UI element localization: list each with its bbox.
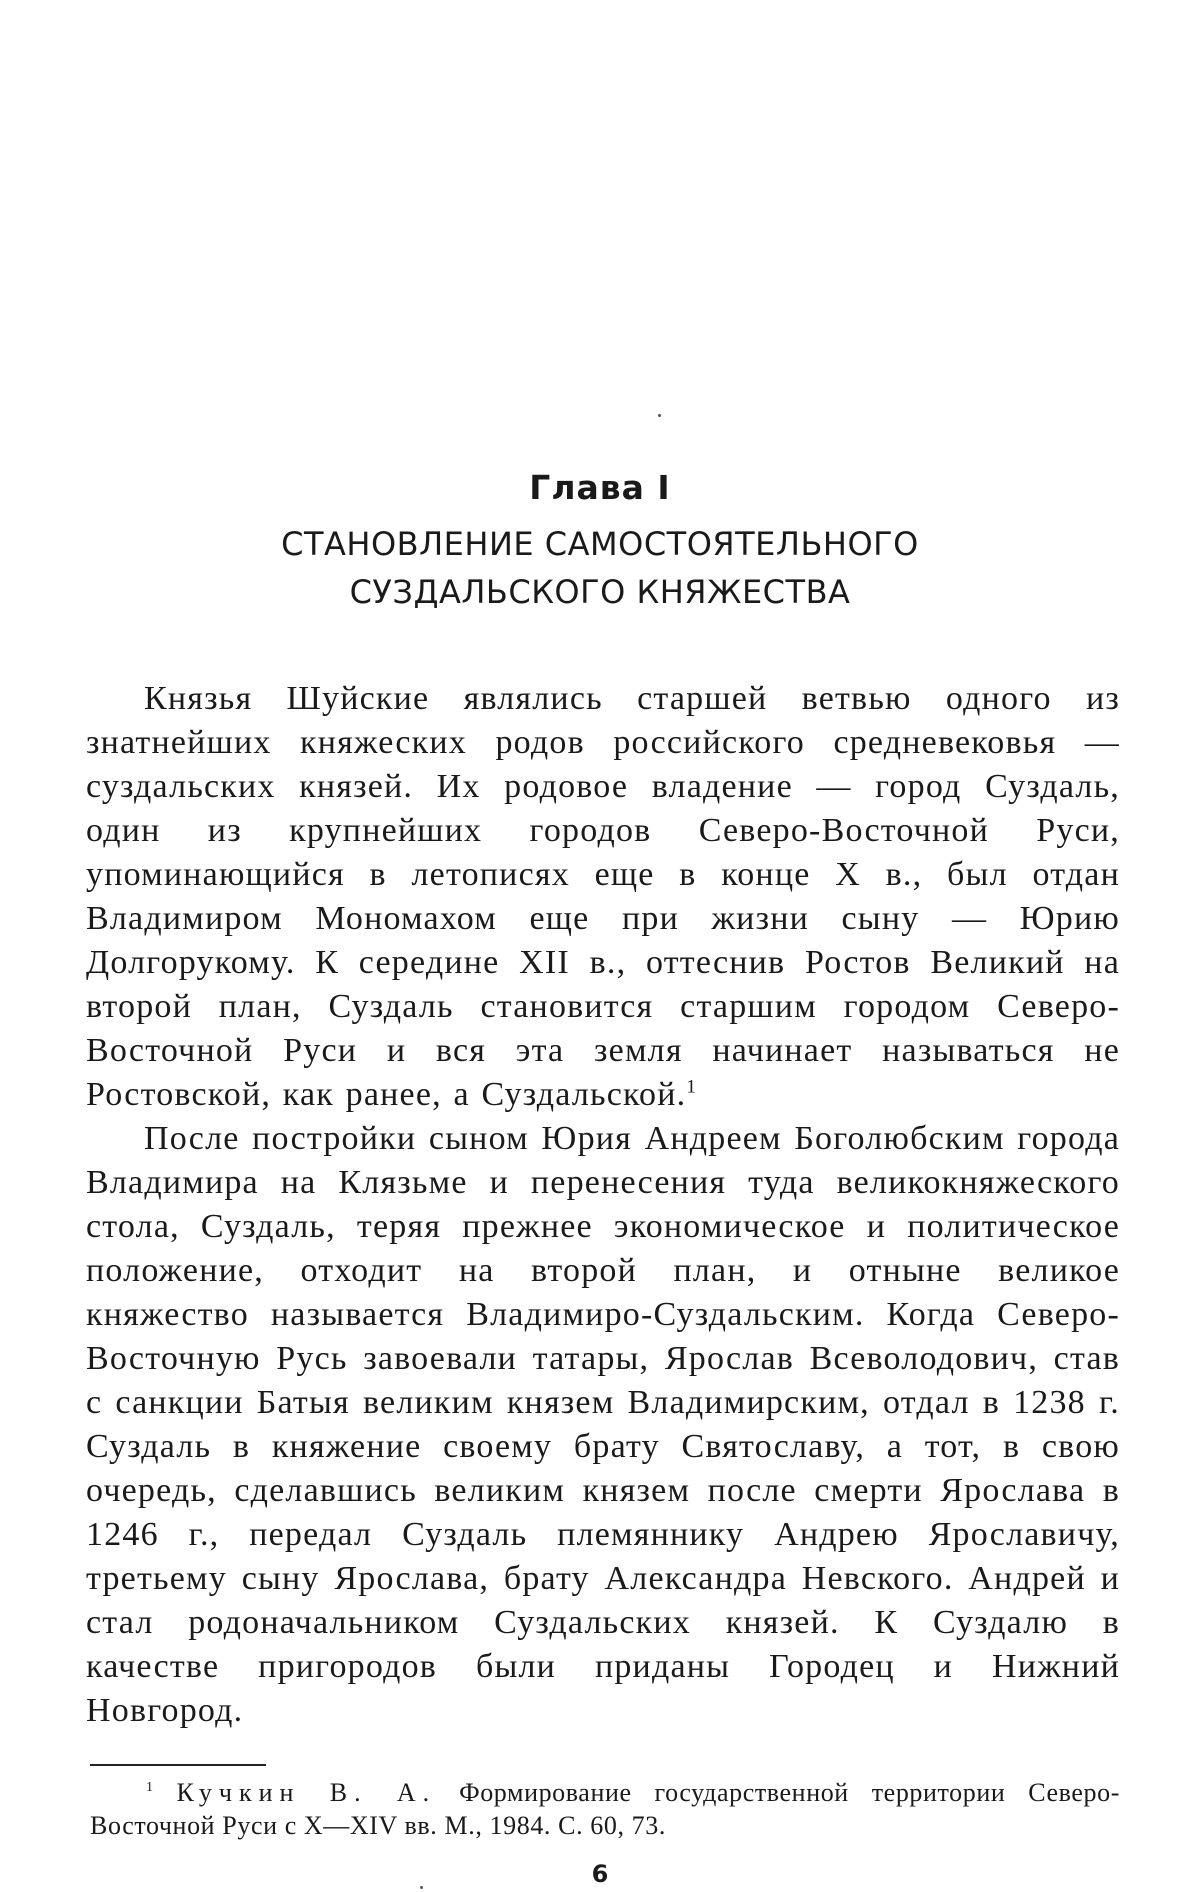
footnote-author: Кучкин В. А.: [176, 1778, 437, 1807]
paragraph-1: [86, 677, 1120, 1117]
footnote-text: Формирование государственной территории Северо-Восточной Руси с X—XIV вв. М., 1984. С. 60, 73.: [90, 1778, 1120, 1840]
print-speck: [658, 414, 661, 417]
paragraph-1-text: Князья Шуйские являлись старшей ветвью одного из знатнейших княжеских родов российского средневековья — суздальских князей. Их родовое владение — город Суздаль, один из крупнейших городов Северо-Восточной Руси, упоминающийся в летописях еще в конце X в., был отдан Владимиром Мономахом еще при жизни сыну — Юрию Долгорукому. К середине XII в., оттеснив Ростов Великий на второй план, Суздаль становится старшим городом Северо-Восточной Руси и вся эта земля начинает называться не Ростовской, как ранее, а Суздальской.: [86, 680, 1120, 1113]
footnote-divider: [90, 1764, 266, 1766]
paragraph-2: [86, 1117, 1120, 1733]
footnote-reference: 1: [686, 1076, 698, 1098]
chapter-title: [0, 520, 1200, 616]
chapter-label: Глава I: [529, 468, 671, 507]
footnote: [90, 1776, 1120, 1842]
chapter-title-line-1: СТАНОВЛЕНИЕ САМОСТОЯТЕЛЬНОГО: [281, 525, 919, 563]
body-text: [86, 677, 1120, 1733]
print-speck: [420, 1886, 423, 1889]
page-number: 6: [591, 1860, 609, 1888]
footnote-mark: 1: [146, 1780, 154, 1796]
paragraph-2-text: После постройки сыном Юрия Андреем Боголюбским города Владимира на Клязьме и перенесения туда великокняжеского стола, Суздаль, теряя прежнее экономическое и политическое положение, отходит на второй план, и отныне великое княжество называется Владимиро-Суздальским. Когда Северо-Восточную Русь завоевали татары, Ярослав Всеволодович, став с санкции Батыя великим князем Владимирским, отдал в 1238 г. Суздаль в княжение своему брату Святославу, а тот, в свою очередь, сделавшись великим князем после смерти Ярослава в 1246 г., передал Суздаль племяннику Андрею Ярославичу, третьему сыну Ярослава, брату Александра Невского. Андрей и стал родоначальником Суздальских князей. К Суздалю в качестве пригородов были приданы Городец и Нижний Новгород.: [86, 1120, 1120, 1729]
chapter-title-line-2: СУЗДАЛЬСКОГО КНЯЖЕСТВА: [349, 573, 851, 611]
